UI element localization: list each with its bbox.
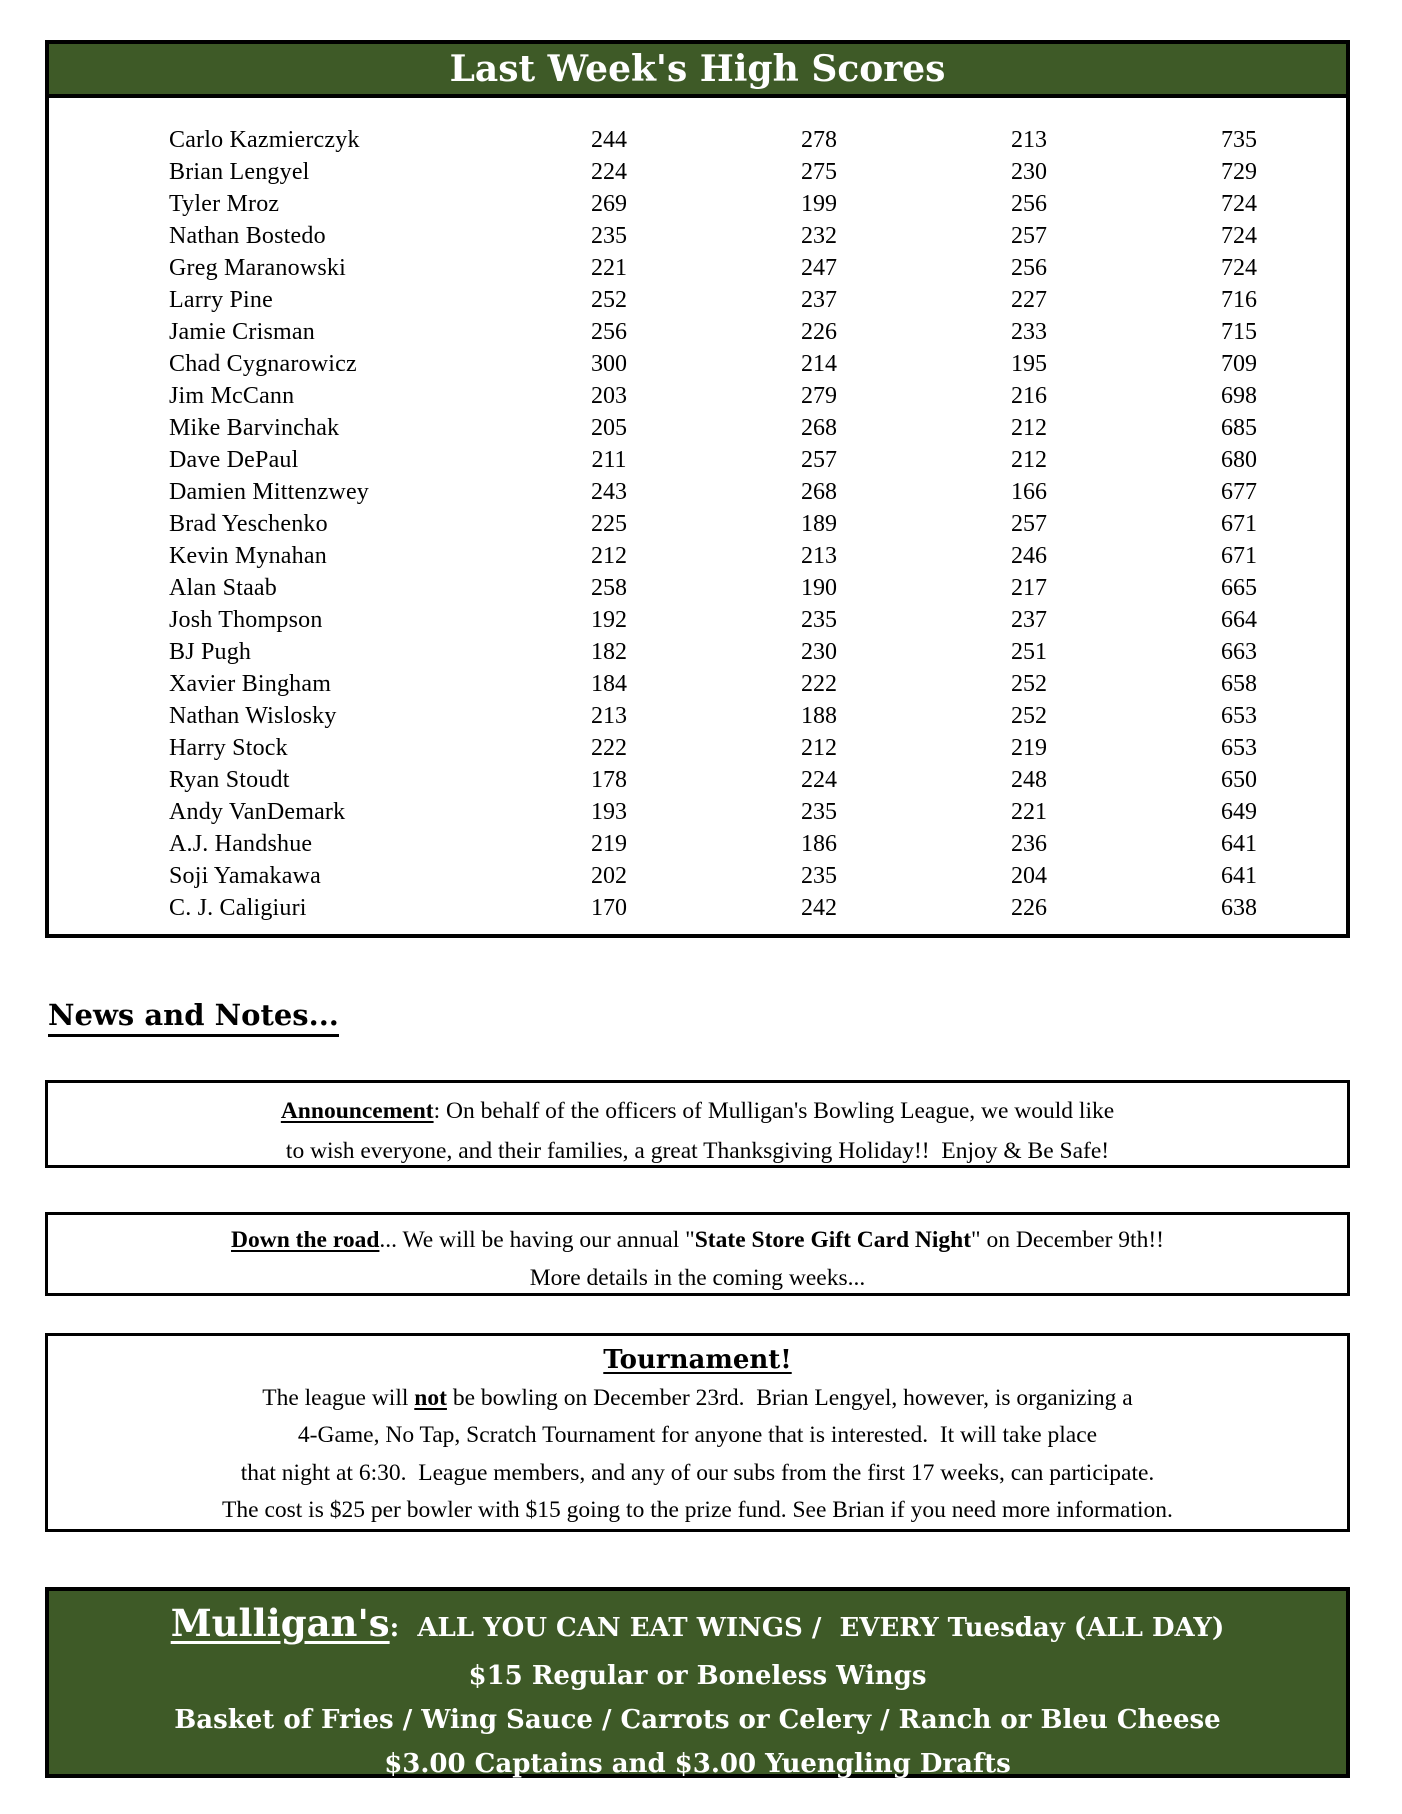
game3-score: 257 — [1011, 223, 1047, 249]
table-row — [49, 156, 1346, 188]
game1-score: 192 — [591, 607, 627, 633]
game1-score: 212 — [591, 543, 627, 569]
announcement-line2: to wish everyone, and their families, a great Thanksgiving Holiday!! Enjoy & Be Safe! — [285, 1138, 1110, 1164]
game3-score: 216 — [1011, 383, 1047, 409]
game1-score: 211 — [591, 447, 627, 473]
down-the-road-line1 — [48, 1221, 1347, 1259]
row-left-margin — [49, 316, 169, 348]
bowler-name: Nathan Bostedo — [169, 223, 326, 249]
game2-score: 278 — [801, 127, 837, 153]
game1-score: 184 — [591, 671, 627, 697]
bowler-name: Chad Cygnarowicz — [169, 351, 357, 377]
down-the-road-post: " on December 9th!! — [971, 1227, 1164, 1253]
game3-score: 233 — [1011, 319, 1047, 345]
down-the-road-box — [45, 1212, 1350, 1296]
series-total: 680 — [1221, 447, 1257, 473]
game1-score: 182 — [591, 639, 627, 665]
table-row — [49, 316, 1346, 348]
game2-score: 235 — [801, 799, 837, 825]
bowler-name: Andy VanDemark — [169, 799, 346, 825]
table-row — [49, 124, 1346, 156]
game1-score: 203 — [591, 383, 627, 409]
game3-score: 212 — [1011, 415, 1047, 441]
series-total: 671 — [1221, 543, 1257, 569]
announcement-line1 — [48, 1091, 1347, 1131]
bowler-name: C. J. Caligiuri — [169, 895, 307, 921]
tournament-line1-pre: The league will — [262, 1384, 415, 1411]
mulligans-line4: $3.00 Captains and $3.00 Yuengling Drafts — [384, 1749, 1011, 1779]
game2-score: 235 — [801, 863, 837, 889]
bowler-name: Nathan Wislosky — [169, 703, 337, 729]
high-scores-table — [49, 124, 1346, 924]
game1-score: 222 — [591, 735, 627, 761]
game3-score: 248 — [1011, 767, 1047, 793]
news-and-notes-heading: News and Notes... — [48, 998, 339, 1037]
series-total: 715 — [1221, 319, 1257, 345]
table-row — [49, 604, 1346, 636]
game2-score: 230 — [801, 639, 837, 665]
row-left-margin — [49, 284, 169, 316]
series-total: 677 — [1221, 479, 1257, 505]
bowler-name: Xavier Bingham — [169, 671, 332, 697]
high-scores-title: Last Week's High Scores — [49, 44, 1346, 98]
game2-score: 235 — [801, 607, 837, 633]
table-row — [49, 572, 1346, 604]
tournament-line4: The cost is $25 per bowler with $15 going to the prize fund. See Brian if you need more information. — [222, 1497, 1173, 1523]
series-total: 735 — [1221, 127, 1257, 153]
mulligans-line1 — [49, 1597, 1346, 1654]
game3-score: 204 — [1011, 863, 1047, 889]
high-scores-section — [45, 40, 1350, 938]
row-left-margin — [49, 892, 169, 924]
game2-score: 214 — [801, 351, 837, 377]
row-left-margin — [49, 668, 169, 700]
row-left-margin — [49, 444, 169, 476]
table-row — [49, 796, 1346, 828]
row-left-margin — [49, 156, 169, 188]
game3-score: 256 — [1011, 255, 1047, 281]
tournament-line1 — [48, 1380, 1347, 1418]
game1-score: 258 — [591, 575, 627, 601]
row-left-margin — [49, 412, 169, 444]
game1-score: 243 — [591, 479, 627, 505]
bowler-name: Mike Barvinchak — [169, 415, 340, 441]
mulligans-line1-rest: : ALL YOU CAN EAT WINGS / EVERY Tuesday (ALL DAY) — [389, 1613, 1225, 1643]
bowler-name: Tyler Mroz — [169, 191, 280, 217]
series-total: 650 — [1221, 767, 1257, 793]
row-left-margin — [49, 796, 169, 828]
down-the-road-label: Down the road — [231, 1227, 380, 1253]
down-the-road-line2: More details in the coming weeks... — [529, 1265, 866, 1291]
table-row — [49, 284, 1346, 316]
game2-score: 268 — [801, 415, 837, 441]
row-left-margin — [49, 732, 169, 764]
bowler-name: Larry Pine — [169, 287, 273, 313]
series-total: 724 — [1221, 255, 1257, 281]
bowler-name: Greg Maranowski — [169, 255, 346, 281]
game2-score: 188 — [801, 703, 837, 729]
series-total: 685 — [1221, 415, 1257, 441]
row-left-margin — [49, 252, 169, 284]
game2-score: 190 — [801, 575, 837, 601]
table-row — [49, 380, 1346, 412]
game2-score: 279 — [801, 383, 837, 409]
table-row — [49, 252, 1346, 284]
bowler-name: Damien Mittenzwey — [169, 479, 370, 505]
table-row — [49, 732, 1346, 764]
game3-score: 226 — [1011, 895, 1047, 921]
tournament-line3: that night at 6:30. League members, and any of our subs from the first 17 weeks, can participate. — [240, 1459, 1155, 1486]
game1-score: 193 — [591, 799, 627, 825]
row-left-margin — [49, 220, 169, 252]
game1-score: 170 — [591, 895, 627, 921]
game3-score: 256 — [1011, 191, 1047, 217]
game2-score: 224 — [801, 767, 837, 793]
bowler-name: Josh Thompson — [169, 607, 323, 633]
row-left-margin — [49, 348, 169, 380]
row-left-margin — [49, 508, 169, 540]
series-total: 641 — [1221, 831, 1257, 857]
bowler-name: Carlo Kazmierczyk — [169, 127, 360, 153]
game3-score: 195 — [1011, 351, 1047, 377]
game2-score: 257 — [801, 447, 837, 473]
series-total: 729 — [1221, 159, 1257, 185]
series-total: 709 — [1221, 351, 1257, 377]
row-left-margin — [49, 828, 169, 860]
game3-score: 252 — [1011, 703, 1047, 729]
row-left-margin — [49, 188, 169, 220]
mulligans-name: Mulligan's — [170, 1601, 390, 1645]
game1-score: 269 — [591, 191, 627, 217]
series-total: 653 — [1221, 703, 1257, 729]
row-left-margin — [49, 540, 169, 572]
series-total: 671 — [1221, 511, 1257, 537]
game2-score: 213 — [801, 543, 837, 569]
table-row — [49, 444, 1346, 476]
bowler-name: Jamie Crisman — [169, 319, 315, 345]
row-left-margin — [49, 636, 169, 668]
row-left-margin — [49, 572, 169, 604]
bowler-name: BJ Pugh — [169, 639, 252, 665]
announcement-line1-text: : On behalf of the officers of Mulligan's Bowling League, we would like — [433, 1098, 1115, 1124]
row-left-margin — [49, 476, 169, 508]
table-row — [49, 892, 1346, 924]
bowler-name: Brian Lengyel — [169, 159, 310, 185]
game2-score: 186 — [801, 831, 837, 857]
game3-score: 251 — [1011, 639, 1047, 665]
tournament-box — [45, 1333, 1350, 1532]
game1-score: 225 — [591, 511, 627, 537]
row-left-margin — [49, 380, 169, 412]
series-total: 641 — [1221, 863, 1257, 889]
game1-score: 300 — [591, 351, 627, 377]
game1-score: 219 — [591, 831, 627, 857]
table-row — [49, 540, 1346, 572]
game1-score: 213 — [591, 703, 627, 729]
game1-score: 244 — [591, 127, 627, 153]
game2-score: 232 — [801, 223, 837, 249]
bowler-name: Kevin Mynahan — [169, 543, 327, 569]
game3-score: 219 — [1011, 735, 1047, 761]
table-row — [49, 636, 1346, 668]
announcement-label: Announcement — [280, 1098, 434, 1124]
table-row — [49, 668, 1346, 700]
mulligans-line3: Basket of Fries / Wing Sauce / Carrots or Celery / Ranch or Bleu Cheese — [174, 1705, 1221, 1735]
row-left-margin — [49, 604, 169, 636]
series-total: 638 — [1221, 895, 1257, 921]
game3-score: 230 — [1011, 159, 1047, 185]
series-total: 665 — [1221, 575, 1257, 601]
game2-score: 222 — [801, 671, 837, 697]
game2-score: 212 — [801, 735, 837, 761]
game1-score: 205 — [591, 415, 627, 441]
table-row — [49, 412, 1346, 444]
game1-score: 178 — [591, 767, 627, 793]
game1-score: 252 — [591, 287, 627, 313]
game3-score: 227 — [1011, 287, 1047, 313]
game2-score: 242 — [801, 895, 837, 921]
table-row — [49, 860, 1346, 892]
bowler-name: Jim McCann — [169, 383, 295, 409]
table-row — [49, 764, 1346, 796]
mulligans-line2: $15 Regular or Boneless Wings — [468, 1661, 927, 1691]
game3-score: 217 — [1011, 575, 1047, 601]
game1-score: 221 — [591, 255, 627, 281]
game3-score: 252 — [1011, 671, 1047, 697]
bowler-name: Alan Staab — [169, 575, 277, 601]
series-total: 724 — [1221, 223, 1257, 249]
bowler-name: Dave DePaul — [169, 447, 299, 473]
game1-score: 235 — [591, 223, 627, 249]
series-total: 658 — [1221, 671, 1257, 697]
bowler-name: Brad Yeschenko — [169, 511, 328, 537]
table-row — [49, 828, 1346, 860]
game2-score: 237 — [801, 287, 837, 313]
mulligans-banner — [45, 1587, 1350, 1778]
bowler-name: A.J. Handshue — [169, 831, 313, 857]
tournament-title: Tournament! — [603, 1345, 792, 1375]
gift-card-night-text: State Store Gift Card Night — [694, 1227, 972, 1253]
game2-score: 189 — [801, 511, 837, 537]
tournament-not-text: not — [414, 1384, 447, 1411]
table-row — [49, 220, 1346, 252]
tournament-line2: 4-Game, No Tap, Scratch Tournament for anyone that is interested. It will take place — [297, 1422, 1098, 1448]
game3-score: 237 — [1011, 607, 1047, 633]
table-row — [49, 700, 1346, 732]
series-total: 716 — [1221, 287, 1257, 313]
down-the-road-pre: ... We will be having our annual " — [379, 1227, 695, 1253]
game3-score: 221 — [1011, 799, 1047, 825]
game1-score: 256 — [591, 319, 627, 345]
series-total: 698 — [1221, 383, 1257, 409]
tournament-line1-post: be bowling on December 23rd. Brian Lengyel, however, is organizing a — [446, 1384, 1133, 1411]
game2-score: 268 — [801, 479, 837, 505]
game1-score: 202 — [591, 863, 627, 889]
game2-score: 275 — [801, 159, 837, 185]
game3-score: 166 — [1011, 479, 1047, 505]
row-left-margin — [49, 700, 169, 732]
row-left-margin — [49, 860, 169, 892]
row-left-margin — [49, 124, 169, 156]
game3-score: 257 — [1011, 511, 1047, 537]
game2-score: 199 — [801, 191, 837, 217]
game3-score: 212 — [1011, 447, 1047, 473]
series-total: 664 — [1221, 607, 1257, 633]
row-left-margin — [49, 764, 169, 796]
bowler-name: Harry Stock — [169, 735, 288, 761]
game3-score: 246 — [1011, 543, 1047, 569]
table-row — [49, 508, 1346, 540]
bowler-name: Soji Yamakawa — [169, 863, 321, 889]
series-total: 724 — [1221, 191, 1257, 217]
game2-score: 247 — [801, 255, 837, 281]
announcement-box — [45, 1080, 1350, 1168]
series-total: 649 — [1221, 799, 1257, 825]
series-total: 663 — [1221, 639, 1257, 665]
table-row — [49, 348, 1346, 380]
game3-score: 213 — [1011, 127, 1047, 153]
table-row — [49, 188, 1346, 220]
series-total: 653 — [1221, 735, 1257, 761]
game2-score: 226 — [801, 319, 837, 345]
game3-score: 236 — [1011, 831, 1047, 857]
bowler-name: Ryan Stoudt — [169, 767, 290, 793]
game1-score: 224 — [591, 159, 627, 185]
table-row — [49, 476, 1346, 508]
